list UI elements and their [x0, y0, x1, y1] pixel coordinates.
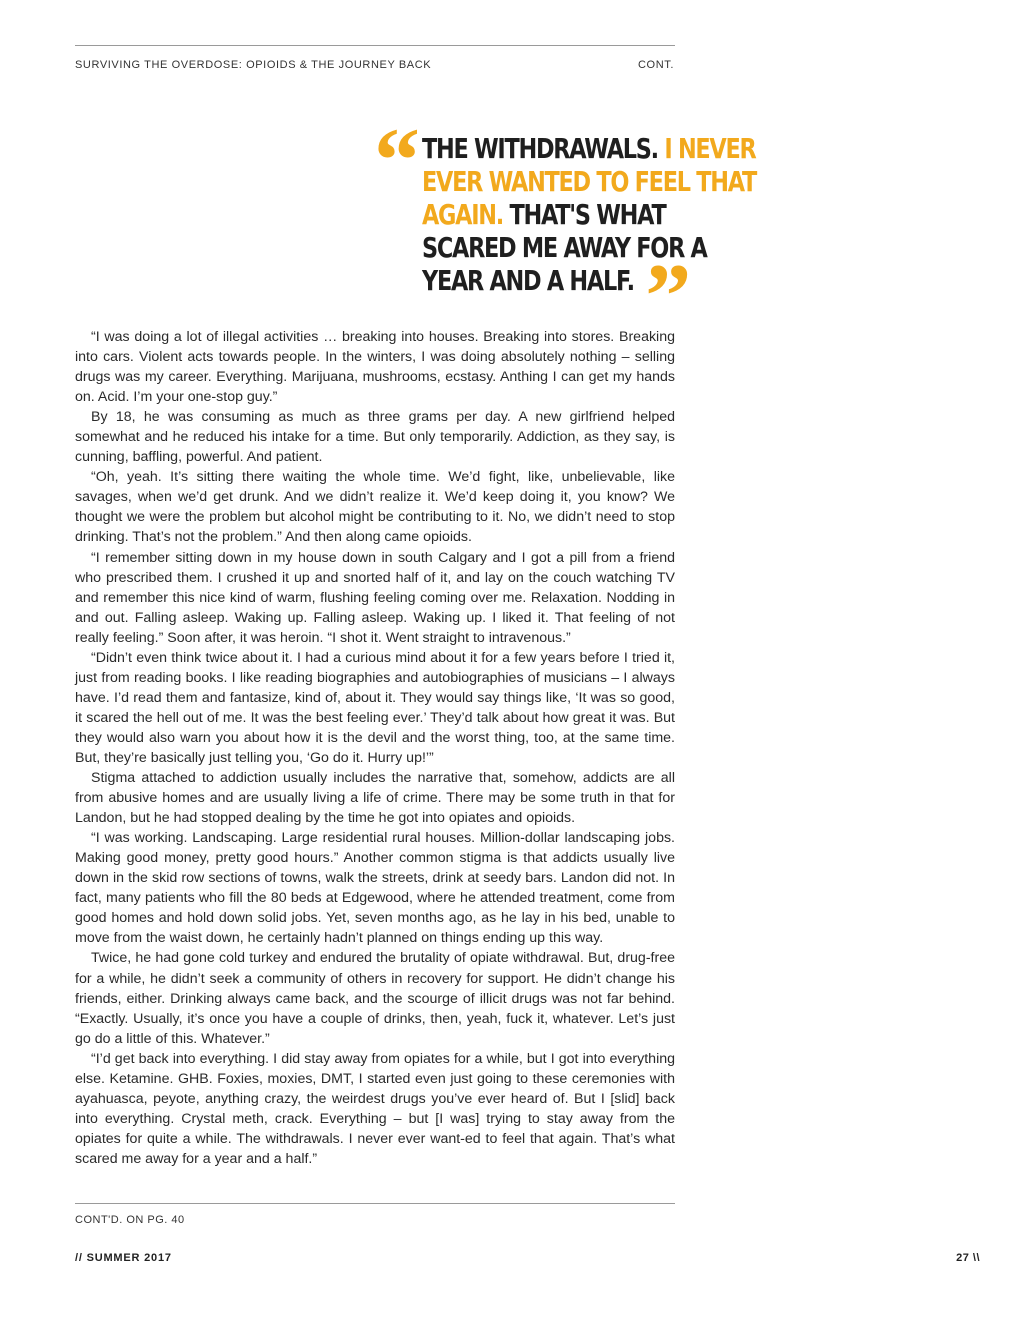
issue-label: // SUMMER 2017	[75, 1252, 172, 1264]
article-paragraph: “I was doing a lot of illegal activities … breaking into houses. Breaking into stores. Breaking into cars. Violent acts towards people. In the winters, I was doing absolutely nothing – selling drugs was my career. Everything. Marijuana, mushrooms, ecstasy. Anthing I can get my hands on. Acid. I’m your one-stop guy.”	[75, 329, 675, 406]
pull-quote-text	[422, 132, 758, 347]
footer-rule	[75, 1203, 675, 1204]
article-paragraph: “I was working. Landscaping. Large residential rural houses. Million-dollar landscaping jobs. Making good money, pretty good hours.” Another common stigma is that addicts usually live down in the skid row sections of towns, walk the streets, drink at seedy bars. Landon did not. In fact, many patients who fill the 80 beds at Edgewood, where he attended treatment, come from good homes and hold down solid jobs. Yet, seven months ago, as he lay in his bed, unable to move from the waist down, he certainly hadn’t planned on things ending up this way.	[75, 830, 675, 947]
pull-quote-part-1: THE WITHDRAWALS.	[422, 132, 658, 165]
article-paragraph: Stigma attached to addiction usually includes the narrative that, somehow, addicts are all from abusive homes and are usually living a life of crime. There may be some truth in that for Landon, but he had stopped dealing by the time he got into opiates and opioids.	[75, 770, 675, 827]
article-paragraph: Twice, he had gone cold turkey and endured the brutality of opiate withdrawal. But, drug-free for a while, he didn’t seek a community of others in recovery for support. He didn’t change his friends, either. Drinking always came back, and the scourge of illicit drugs was not far behind. “Exactly. Usually, it’s once you have a couple of drinks, then, yeah, fuck it, whatever. Let’s just go do a little of this. Whatever.”	[75, 950, 675, 1047]
article-body	[75, 327, 675, 1169]
continuation-note: CONT'D. ON PG. 40	[75, 1214, 185, 1226]
running-header-cont: CONT.	[638, 59, 674, 71]
running-header-title: SURVIVING THE OVERDOSE: OPIOIDS & THE JOURNEY BACK	[75, 59, 432, 71]
article-paragraph: “I remember sitting down in my house down in south Calgary and I got a pill from a friend who prescribed them. I crushed it up and snorted half of it, and lay on the couch watching TV and remember this nice kind of warm, flushing feeling coming over me. Relaxation. Nodding in and out. Falling asleep. Waking up. Falling asleep. Waking up. I liked it. That feeling of not really feeling.” Soon after, it was heroin. “I shot it. Went straight to intravenous.”	[75, 549, 675, 646]
article-paragraph: By 18, he was consuming as much as three grams per day. A new girlfriend helped somewhat and he reduced his intake for a time. But only temporarily. Addiction, as they say, is cunning, baffling, powerful. And patient.	[75, 409, 675, 466]
article-paragraph: “Oh, yeah. It’s sitting there waiting the whole time. We’d fight, like, unbelievable, like savages, when we’d get drunk. And we didn’t realize it. We’d keep doing it, you know? We thought we were the problem but alcohol might be contributing to it. No, we didn’t need to stop drinking. That’s not the problem.” And then along came opioids.	[75, 469, 675, 546]
article-paragraph: “Didn’t even think twice about it. I had a curious mind about it for a few years before I tried it, just from reading books. I like reading biographies and autobiographies of musicians – I always have. I’d read them and fantasize, kind of, about it. They would say things like, ‘It was so good, it scared the hell out of me. It was the best feeling ever.’ They’d talk about how great it was. But they would also warn you about how it is the devil and the worst thing, too, at the same time. But, they’re basically just telling you, ‘Go do it. Hurry up!’”	[75, 649, 675, 766]
pull-quote-part-3: THAT'S WHAT SCARED ME AWAY FOR A YEAR AND A HALF.	[422, 198, 707, 297]
close-quote-icon: ”	[645, 245, 690, 347]
page-number: 27 \\	[956, 1252, 980, 1264]
pull-quote-highlight: I NEVER EVER WANTED TO FEEL THAT AGAIN.	[422, 132, 757, 231]
header-rule	[75, 45, 675, 46]
open-quote-icon: “	[374, 109, 420, 211]
article-paragraph: “I’d get back into everything. I did stay away from opiates for a while, but I got into everything else. Ketamine. GHB. Foxies, moxies, DMT, I started even just going to these ceremonies with ayahuasca, peyote, anything crazy, the weirdest drugs you’ve ever heard of. But I [slid] back into everything. Crystal meth, crack. Everything – but [I was] trying to stay away from the opiates for quite a while. The withdrawals. I never ever want-ed to feel that again. That’s what scared me away for a year and a half.”	[75, 1050, 675, 1167]
